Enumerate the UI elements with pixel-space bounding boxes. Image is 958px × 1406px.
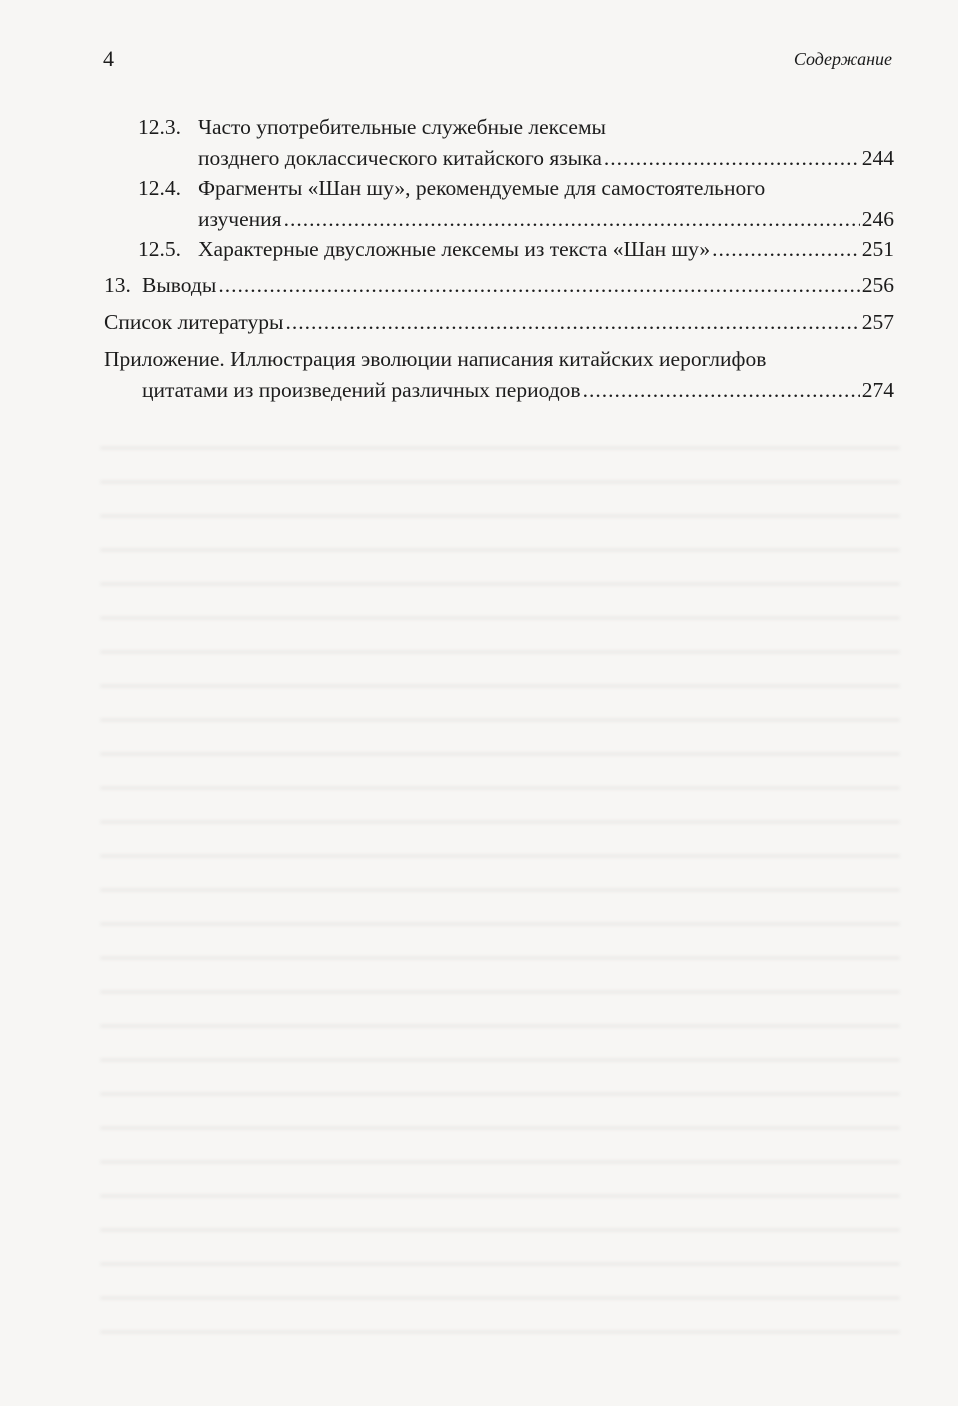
toc-entry-title-cont: изучения	[198, 207, 282, 231]
dot-leader	[218, 270, 859, 301]
toc-entry-number: 12.5.	[138, 237, 181, 261]
dot-leader	[583, 375, 860, 406]
toc-entry-title: Фрагменты «Шан шу», рекомендуемые для самостоятельного	[198, 176, 766, 200]
toc-entry-page: 257	[861, 310, 894, 334]
dot-leader	[285, 307, 859, 338]
page-number: 4	[103, 46, 114, 71]
toc-entry-page: 246	[861, 207, 894, 231]
toc-entry-page: 256	[861, 273, 894, 297]
dot-leader	[284, 204, 860, 235]
toc-entry-number: 12.3.	[138, 115, 181, 139]
toc-entry-page: 244	[861, 146, 894, 170]
toc-entry-13[interactable]	[104, 270, 894, 301]
toc-entry-title-cont: позднего доклассического китайского языка	[198, 146, 602, 170]
toc-entry-title: Выводы	[142, 273, 217, 297]
toc-entry-title: Характерные двусложные лексемы из текста «Шан шу»	[198, 237, 711, 261]
toc-entry-number: 12.4.	[138, 176, 181, 200]
toc-entry-number: 13.	[104, 273, 131, 297]
reverse-side-bleed-through	[100, 420, 900, 1340]
toc-entry-title: Часто употребительные служебные лексемы	[198, 115, 606, 139]
toc-entry-page: 251	[861, 237, 894, 261]
toc-entry-page: 274	[861, 378, 894, 402]
toc-entry-references[interactable]	[104, 307, 894, 338]
toc-entry-title-cont: цитатами из произведений различных периодов	[142, 378, 581, 402]
toc-entry-title: Приложение. Иллюстрация эволюции написания китайских иероглифов	[104, 347, 767, 371]
toc-entry-12-4[interactable]	[138, 173, 894, 235]
dot-leader	[604, 143, 860, 174]
toc-entry-appendix[interactable]	[104, 344, 894, 406]
dot-leader	[712, 234, 860, 265]
running-title: Содержание	[793, 49, 892, 69]
toc-entry-12-3[interactable]	[138, 112, 894, 174]
toc-entry-title: Список литературы	[104, 310, 284, 334]
toc-entry-12-5[interactable]	[138, 234, 894, 265]
